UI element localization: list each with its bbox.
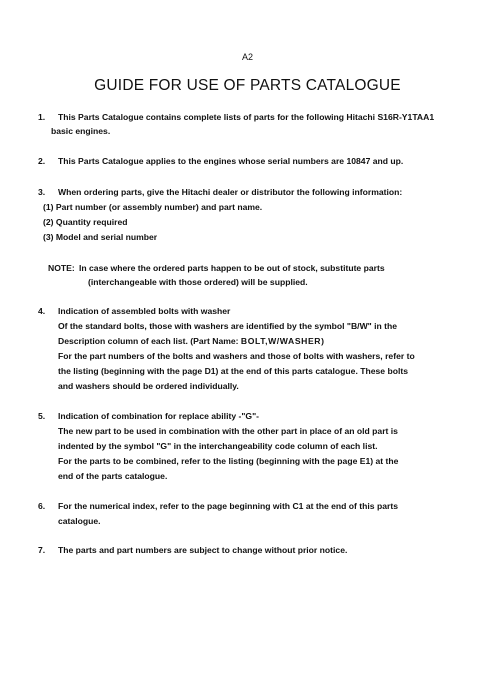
item-4-line-3-text: Description column of each list. (Part Name: — [58, 336, 241, 346]
item-2-number: 2. — [38, 156, 46, 166]
item-5-number: 5. — [38, 411, 46, 421]
note-line-2: (interchangeable with those ordered) will be supplied. — [88, 277, 308, 287]
item-4-line-3 — [58, 336, 325, 347]
page-title: GUIDE FOR USE OF PARTS CATALOGUE — [94, 77, 401, 94]
item-5-line-4: For the parts to be combined, refer to the listing (beginning with the page E1) at the — [58, 456, 399, 466]
item-4-number: 4. — [38, 306, 46, 316]
item-4-line-6: and washers should be ordered individually. — [58, 381, 239, 391]
item-6-line-1: For the numerical index, refer to the page beginning with C1 at the end of this parts — [58, 501, 398, 511]
item-5-line-3: indented by the symbol "G" in the interchangeability code column of each list. — [58, 441, 378, 451]
item-1-line-1: This Parts Catalogue contains complete lists of parts for the following Hitachi S16R-Y1TAA1 — [58, 112, 435, 122]
item-5-line-5: end of the parts catalogue. — [58, 471, 168, 481]
item-3-line-1: When ordering parts, give the Hitachi dealer or distributor the following information: — [58, 187, 403, 197]
part-name-example: BOLT,W/WASHER) — [240, 336, 325, 346]
item-1-number: 1. — [38, 112, 46, 122]
page-number: A2 — [241, 52, 253, 62]
item-3-subitem-2: (2) Quantity required — [43, 217, 128, 227]
item-3-number: 3. — [38, 187, 46, 197]
item-1-line-2: basic engines. — [51, 126, 111, 136]
item-7-line-1: The parts and part numbers are subject to change without prior notice. — [58, 545, 348, 555]
item-4-line-4: For the part numbers of the bolts and washers and those of bolts with washers, refer to — [58, 351, 415, 361]
item-6-line-2: catalogue. — [58, 516, 101, 526]
item-4-line-1: Indication of assembled bolts with washer — [58, 306, 231, 316]
item-2-line-1: This Parts Catalogue applies to the engines whose serial numbers are 10847 and up. — [58, 156, 404, 166]
item-5-line-1: Indication of combination for replace ability -"G"- — [58, 411, 260, 421]
item-3-subitem-3: (3) Model and serial number — [43, 232, 158, 242]
note-label: NOTE: — [48, 263, 75, 273]
item-6-number: 6. — [38, 501, 46, 511]
note-line-1: In case where the ordered parts happen to be out of stock, substitute parts — [79, 263, 385, 273]
item-7-number: 7. — [38, 545, 46, 555]
item-4-line-2: Of the standard bolts, those with washers are identified by the symbol "B/W" in the — [58, 321, 398, 331]
item-3-subitem-1: (1) Part number (or assembly number) and part name. — [43, 202, 263, 212]
item-5-line-2: The new part to be used in combination with the other part in place of an old part is — [58, 426, 398, 436]
item-4-line-5: the listing (beginning with the page D1) at the end of this parts catalogue. These bolts — [58, 366, 408, 376]
